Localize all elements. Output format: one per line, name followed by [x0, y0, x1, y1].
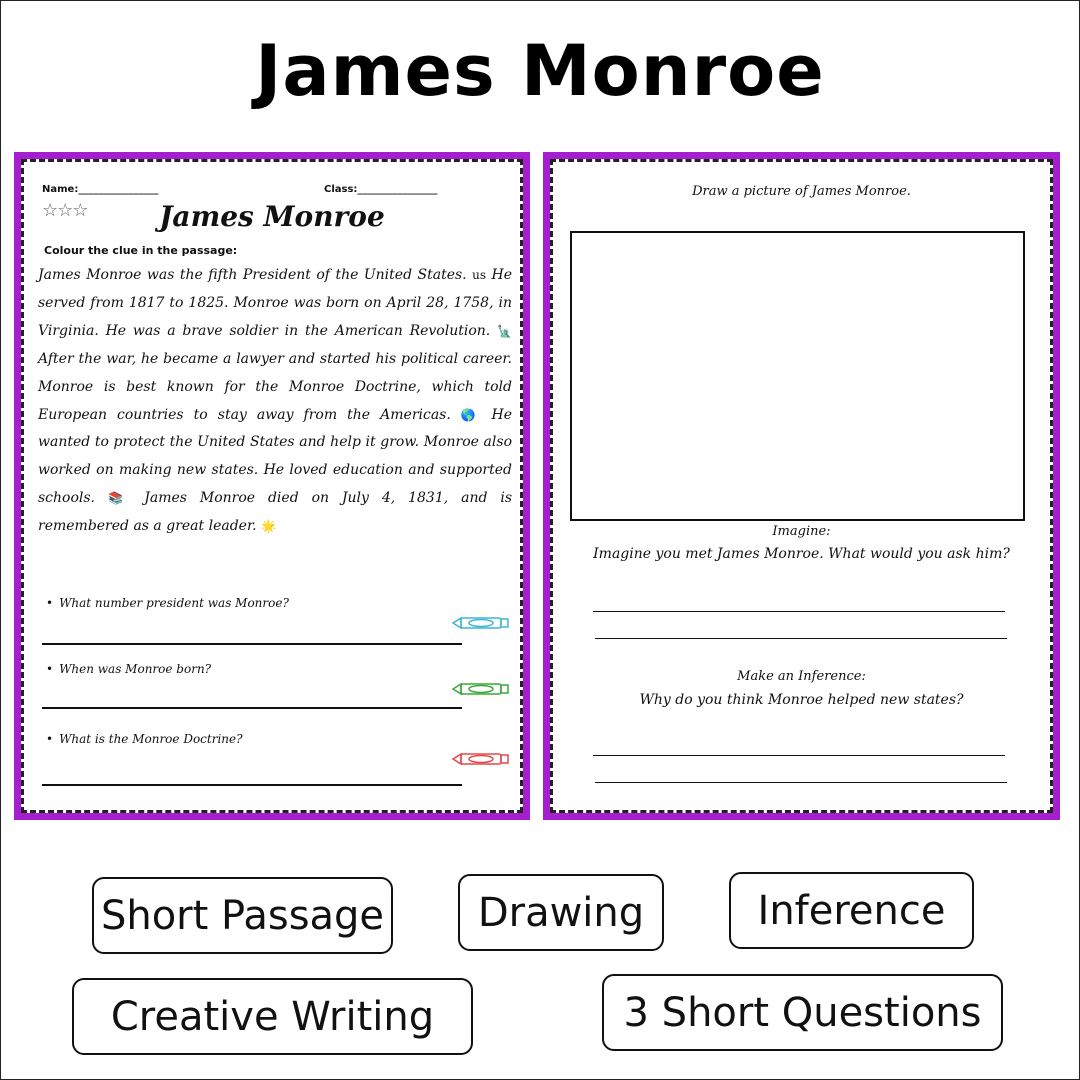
worksheet-title: James Monroe: [159, 200, 385, 233]
answer-line-3[interactable]: [42, 784, 462, 786]
imagine-heading: Imagine:: [772, 524, 831, 539]
star-icon: 🌟: [261, 519, 276, 534]
draw-prompt: Draw a picture of James Monroe.: [692, 184, 911, 199]
crayon-blue-icon: [452, 616, 510, 630]
writing-line[interactable]: [593, 755, 1005, 756]
inference-prompt: Why do you think Monroe helped new states?: [639, 692, 964, 708]
name-field-label: Name:________________: [42, 184, 159, 195]
passage-worksheet-preview[interactable]: [14, 152, 530, 820]
question-1: • What number president was Monroe?: [46, 596, 289, 610]
rating-stars-icon: ☆☆☆: [42, 200, 88, 221]
writing-line[interactable]: [593, 611, 1005, 612]
books-icon: 📚: [107, 491, 132, 506]
passage-text: He served from 1817 to 1825. Monroe was born on April 28, 1758, in Virginia. He was a brave soldier in the American Revolution.: [38, 267, 512, 339]
class-field-label: Class:________________: [324, 184, 438, 195]
answer-line-1[interactable]: [42, 643, 462, 645]
tag-drawing: Drawing: [458, 874, 664, 951]
tag-3-short-questions: 3 Short Questions: [602, 974, 1003, 1051]
activity-worksheet-preview[interactable]: [543, 152, 1060, 820]
question-3: • What is the Monroe Doctrine?: [46, 732, 243, 746]
passage-text: He wanted to protect the United States and help it grow. Monroe also worked on making new states. He loved education and supported schools.: [38, 406, 513, 507]
question-2: • When was Monroe born?: [46, 662, 211, 676]
statue-of-liberty-icon: 🗽: [497, 323, 512, 338]
imagine-prompt: Imagine you met James Monroe. What would you ask him?: [593, 546, 1010, 562]
writing-line[interactable]: [595, 638, 1007, 639]
worksheet-page: [21, 159, 523, 813]
writing-line[interactable]: [595, 782, 1007, 783]
tag-creative-writing: Creative Writing: [72, 978, 473, 1055]
crayon-red-icon: [452, 752, 510, 766]
page-title: James Monroe: [255, 30, 825, 112]
passage-text: After the war, he became a lawyer and started his political career. Monroe is best known for the Monroe Doctrine, which told European countries to stay away from the Americas.: [38, 350, 512, 423]
tag-inference: Inference: [729, 872, 974, 949]
us-flag-icon: us: [472, 268, 487, 282]
instruction-text: Colour the clue in the passage:: [44, 244, 238, 257]
reading-passage: [38, 262, 512, 541]
crayon-green-icon: [452, 682, 510, 696]
worksheet-page: [550, 159, 1053, 813]
inference-heading: Make an Inference:: [737, 669, 866, 684]
passage-text: James Monroe died on July 4, 1831, and is remembered as a great leader.: [38, 490, 512, 535]
passage-text: James Monroe was the fifth President of the United States.: [38, 267, 473, 283]
drawing-box[interactable]: [570, 231, 1025, 521]
tag-short-passage: Short Passage: [92, 877, 393, 954]
answer-line-2[interactable]: [42, 707, 462, 709]
globe-icon: 🌎: [460, 407, 482, 422]
